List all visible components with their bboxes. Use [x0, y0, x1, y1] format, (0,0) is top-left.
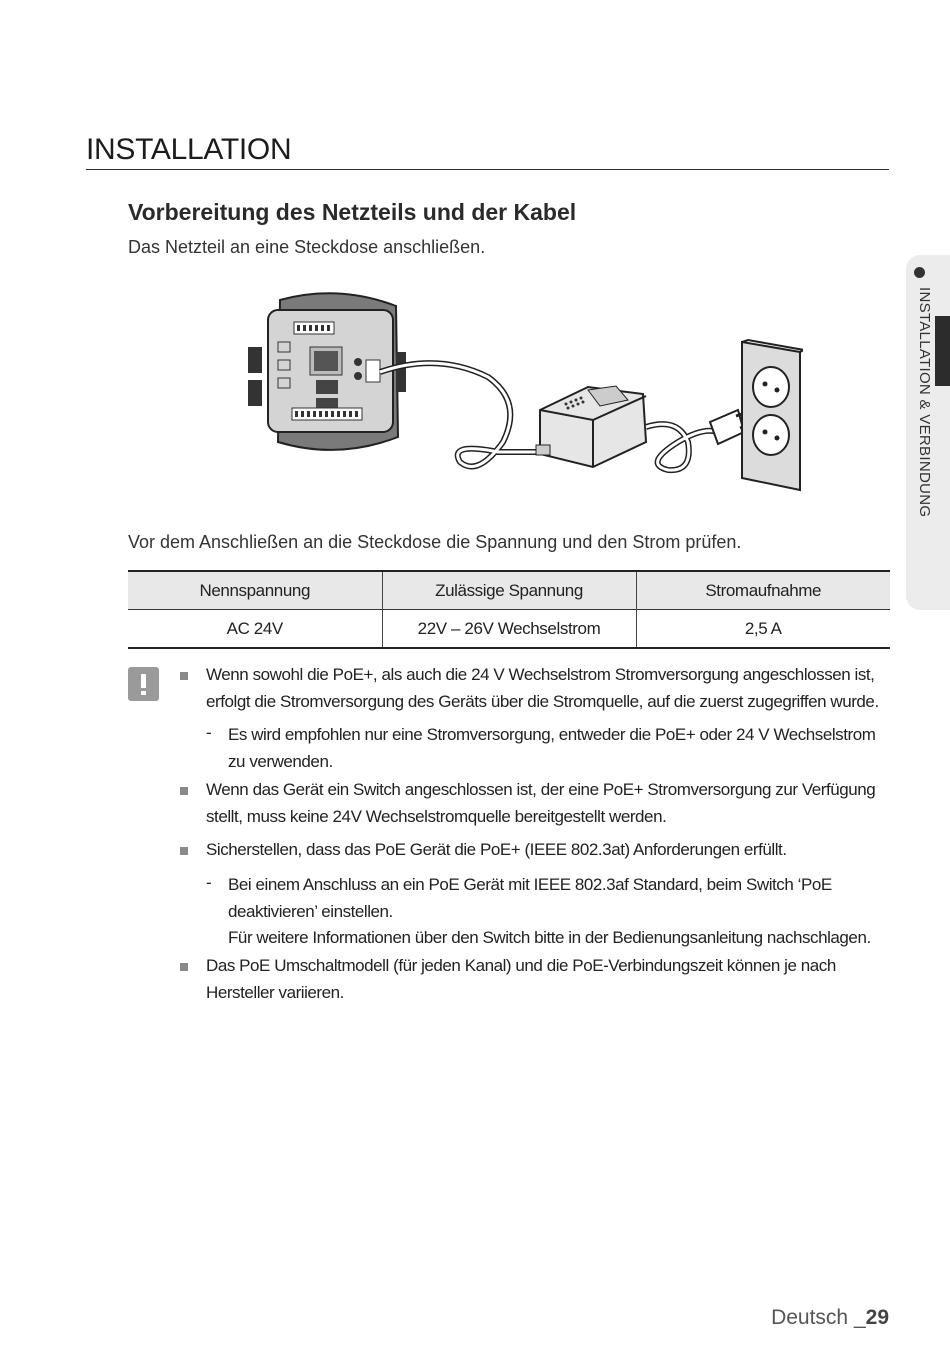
table-cell: 22V – 26V Wechselstrom — [382, 610, 636, 649]
table-header-row — [128, 571, 890, 610]
side-tab-label: INSTALLATION & VERBINDUNG — [916, 287, 933, 518]
page-footer — [771, 1306, 889, 1330]
note-item: Wenn sowohl die PoE+, als auch die 24 V Wechselstrom Stromversorgung angeschlossen ist, erfolgt die Stromversorgung des Geräts über die Stromquelle, auf die zuerst zugegriffen wurde. — [206, 665, 879, 711]
note-item: Sicherstellen, dass das PoE Gerät die PoE+ (IEEE 802.3at) Anforderungen erfüllt. — [206, 840, 787, 859]
note-item: Das PoE Umschaltmodell (für jeden Kanal) und die PoE-Verbindungszeit können je nach Hersteller variieren. — [206, 956, 836, 1002]
note-subitem: Es wird empfohlen nur eine Stromversorgung, entweder die PoE+ oder 24 V Wechselstrom zu verwenden. — [228, 725, 876, 771]
side-tab-dot-icon — [914, 267, 925, 278]
power-connection-illustration — [248, 292, 803, 492]
note-subitem: Bei einem Anschluss an ein PoE Gerät mit IEEE 802.3af Standard, beim Switch ‘PoE deaktivieren’ einstellen. — [228, 875, 832, 921]
dash-icon: - — [206, 723, 212, 742]
table-row — [128, 610, 890, 649]
column-header: Nennspannung — [128, 571, 382, 610]
table-cell: AC 24V — [128, 610, 382, 649]
column-header: Stromaufnahme — [705, 580, 822, 600]
footer-language: Deutsch _ — [771, 1306, 866, 1329]
page-title: INSTALLATION — [86, 133, 292, 166]
note-bullet-icon — [180, 787, 188, 795]
intro-text: Das Netzteil an eine Steckdose anschließen. — [128, 237, 486, 257]
note-subitem: Für weitere Informationen über den Switch bitte in der Bedienungsanleitung nachschlagen. — [228, 928, 871, 947]
caution-icon — [128, 667, 159, 701]
table-cell: 2,5 A — [744, 618, 782, 638]
note-bullet-icon — [180, 963, 188, 971]
power-spec-table — [128, 570, 890, 649]
note-bullet-icon — [180, 847, 188, 855]
wall-outlet-icon — [742, 340, 803, 490]
title-divider — [86, 169, 889, 170]
voltage-check-text: Vor dem Anschließen an die Steckdose die Spannung und den Strom prüfen. — [128, 532, 742, 552]
note-bullet-icon — [180, 672, 188, 680]
power-adapter-icon — [536, 386, 646, 467]
page-number: 29 — [865, 1306, 889, 1329]
side-tab-marker — [935, 316, 950, 386]
dash-icon: - — [206, 873, 212, 892]
note-item: Wenn das Gerät ein Switch angeschlossen ist, der eine PoE+ Stromversorgung zur Verfügung stellt, muss keine 24V Wechselstromquelle bereitgestellt werden. — [206, 780, 876, 826]
column-header: Zulässige Spannung — [382, 571, 636, 610]
section-heading: Vorbereitung des Netzteils und der Kabel — [128, 199, 577, 225]
